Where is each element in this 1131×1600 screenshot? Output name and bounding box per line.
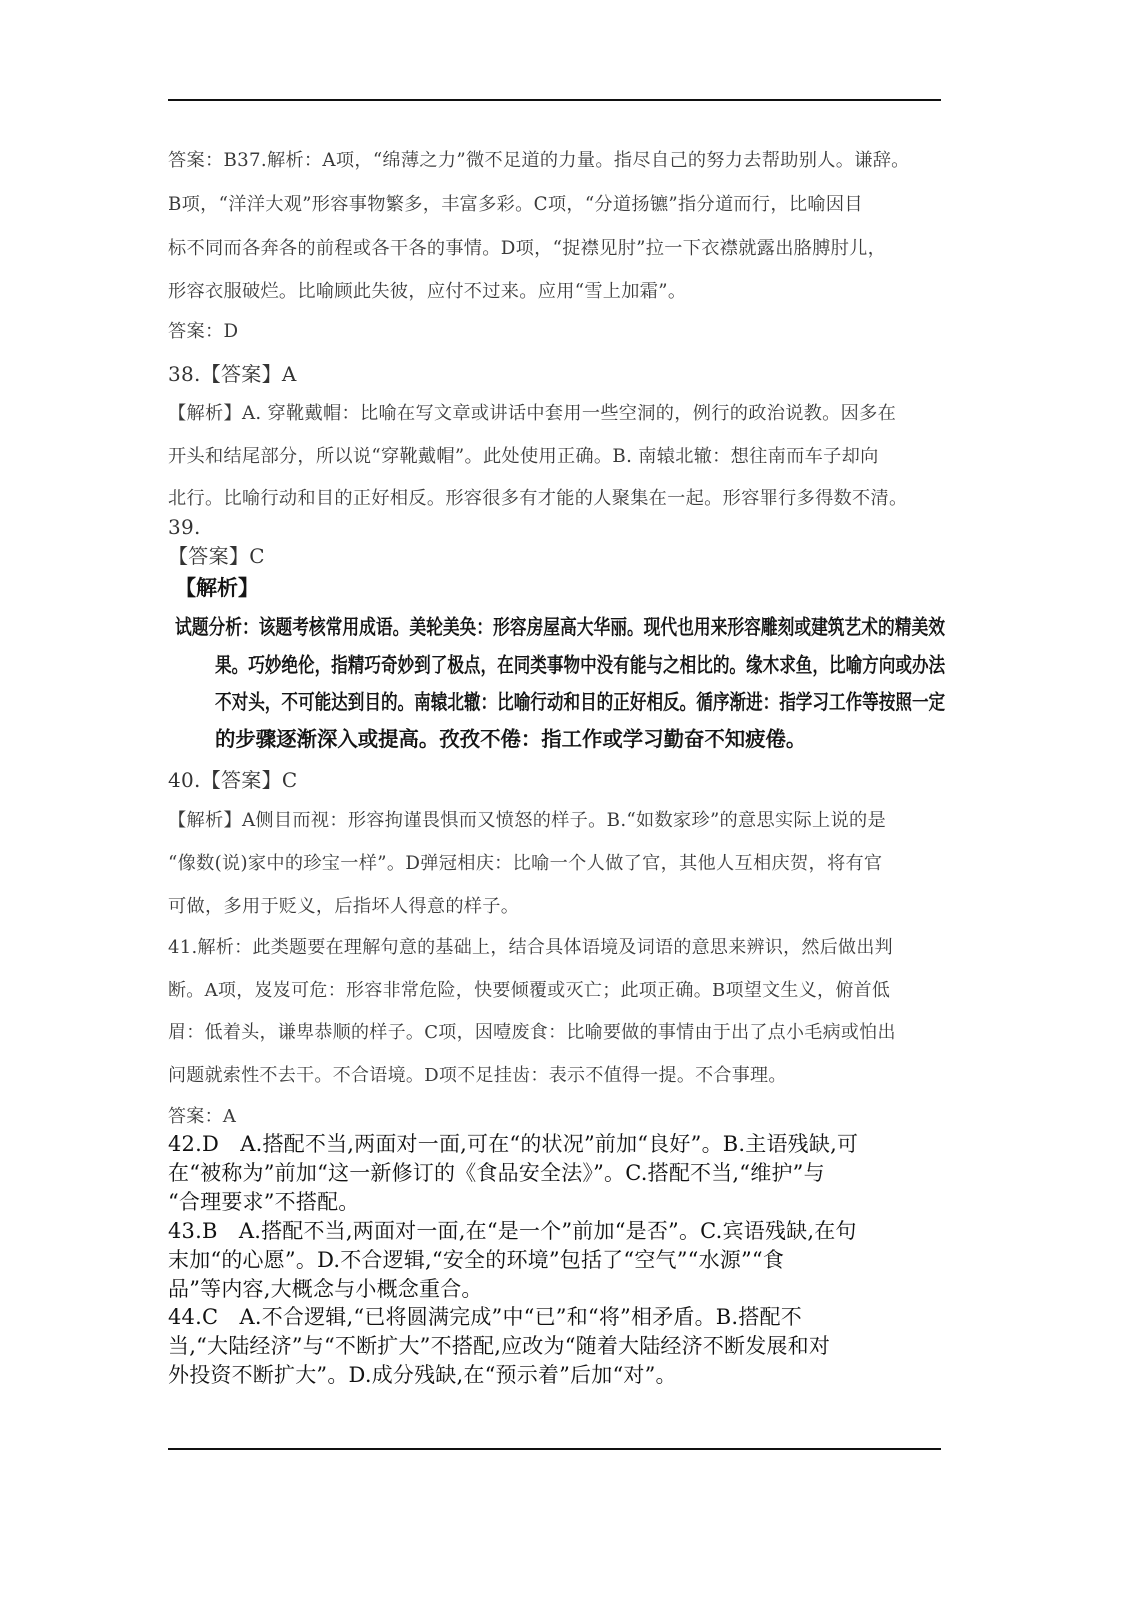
text-line-40-2: “像数(说)家中的珍宝一样”。D弹冠相庆：比喻一个人做了官，其他人互相庆贺，将有官 (168, 853, 883, 874)
text-line-39-2: 果。巧妙绝伦，指精巧奇妙到了极点，在同类事物中没有能与之相比的。缘木求鱼，比喻方向或办法 (215, 653, 946, 677)
text-line-44-1: 44.C A.不合逻辑,“已将圆满完成”中“已”和“将”相矛盾。B.搭配不 (168, 1305, 802, 1329)
answer-37: 答案：D (168, 321, 239, 342)
analysis-39-heading: 【解析】 (175, 576, 259, 600)
text-line-41-3: 眉：低着头，谦卑恭顺的样子。C项，因噎废食：比喻要做的事情由于出了点小毛病或怕出 (168, 1022, 896, 1043)
text-line-41-2: 断。A项，岌岌可危：形容非常危险，快要倾覆或灭亡；此项正确。B项望文生义，俯首低 (168, 980, 891, 1001)
text-line-38-1: 【解析】A. 穿靴戴帽：比喻在写文章或讲话中套用一些空洞的，例行的政治说教。因多在 (168, 403, 897, 424)
question-39-number: 39. (168, 515, 201, 539)
text-line-37-4: 形容衣服破烂。比喻顾此失彼，应付不过来。应用“雪上加霜”。 (168, 281, 687, 302)
text-line-43-1: 43.B A.搭配不当,两面对一面,在“是一个”前加“是否”。C.宾语残缺,在句 (168, 1219, 857, 1243)
text-line-42-3: “合理要求”不搭配。 (168, 1190, 360, 1214)
text-line-39-1: 试题分析：该题考核常用成语。美轮美奂：形容房屋高大华丽。现代也用来形容雕刻或建筑艺术的精美效 (175, 615, 945, 639)
text-line-39-3: 不对头，不可能达到目的。南辕北辙：比喻行动和目的正好相反。循序渐进：指学习工作等按照一定 (215, 690, 946, 714)
answer-39-heading: 【答案】C (168, 544, 265, 568)
text-line-38-3: 北行。比喻行动和目的正好相反。形容很多有才能的人聚集在一起。形容罪行多得数不清。 (168, 488, 908, 509)
answer-38-heading: 38.【答案】A (168, 362, 297, 386)
text-line-38-2: 开头和结尾部分，所以说“穿靴戴帽”。此处使用正确。B. 南辕北辙：想往南而车子却向 (168, 446, 879, 467)
text-line-37-3: 标不同而各奔各的前程或各干各的事情。D项，“捉襟见肘”拉一下衣襟就露出胳膊肘儿， (168, 238, 887, 259)
answer-41: 答案：A (168, 1106, 237, 1127)
text-line-44-2: 当,“大陆经济”与“不断扩大”不搭配,应改为“随着大陆经济不断发展和对 (168, 1334, 831, 1358)
text-line-42-1: 42.D A.搭配不当,两面对一面,可在“的状况”前加“良好”。B.主语残缺,可 (168, 1132, 859, 1156)
text-line-40-1: 【解析】A侧目而视：形容拘谨畏惧而又愤怒的样子。B.“如数家珍”的意思实际上说的是 (168, 810, 886, 831)
text-line-42-2: 在“被称为”前加“这一新修订的《食品安全法》”。C.搭配不当,“维护”与 (168, 1161, 825, 1185)
text-line-41-1: 41.解析：此类题要在理解句意的基础上，结合具体语境及词语的意思来辨识，然后做出判 (168, 937, 893, 958)
text-line-41-4: 问题就索性不去干。不合语境。D项不足挂齿：表示不值得一提。不合事理。 (168, 1065, 787, 1086)
text-line-37-2: B项，“洋洋大观”形容事物繁多，丰富多彩。C项，“分道扬镳”指分道而行，比喻因目 (168, 194, 863, 215)
header-rule (168, 99, 941, 101)
text-line-40-3: 可做，多用于贬义，后指坏人得意的样子。 (168, 896, 520, 917)
footer-rule (168, 1448, 941, 1450)
text-line-39-4: 的步骤逐渐深入或提高。孜孜不倦：指工作或学习勤奋不知疲倦。 (215, 727, 807, 751)
text-line-43-2: 末加“的心愿”。D.不合逻辑,“安全的环境”包括了“空气”“水源”“食 (168, 1248, 785, 1272)
text-line-43-3: 品”等内容,大概念与小概念重合。 (168, 1277, 483, 1301)
text-line-37-1: 答案：B37.解析：A项，“绵薄之力”微不足道的力量。指尽自己的努力去帮助别人。谦辞。 (168, 150, 910, 171)
text-line-44-3: 外投资不断扩大”。D.成分残缺,在“预示着”后加“对”。 (168, 1363, 677, 1387)
answer-40-heading: 40.【答案】C (168, 768, 298, 792)
